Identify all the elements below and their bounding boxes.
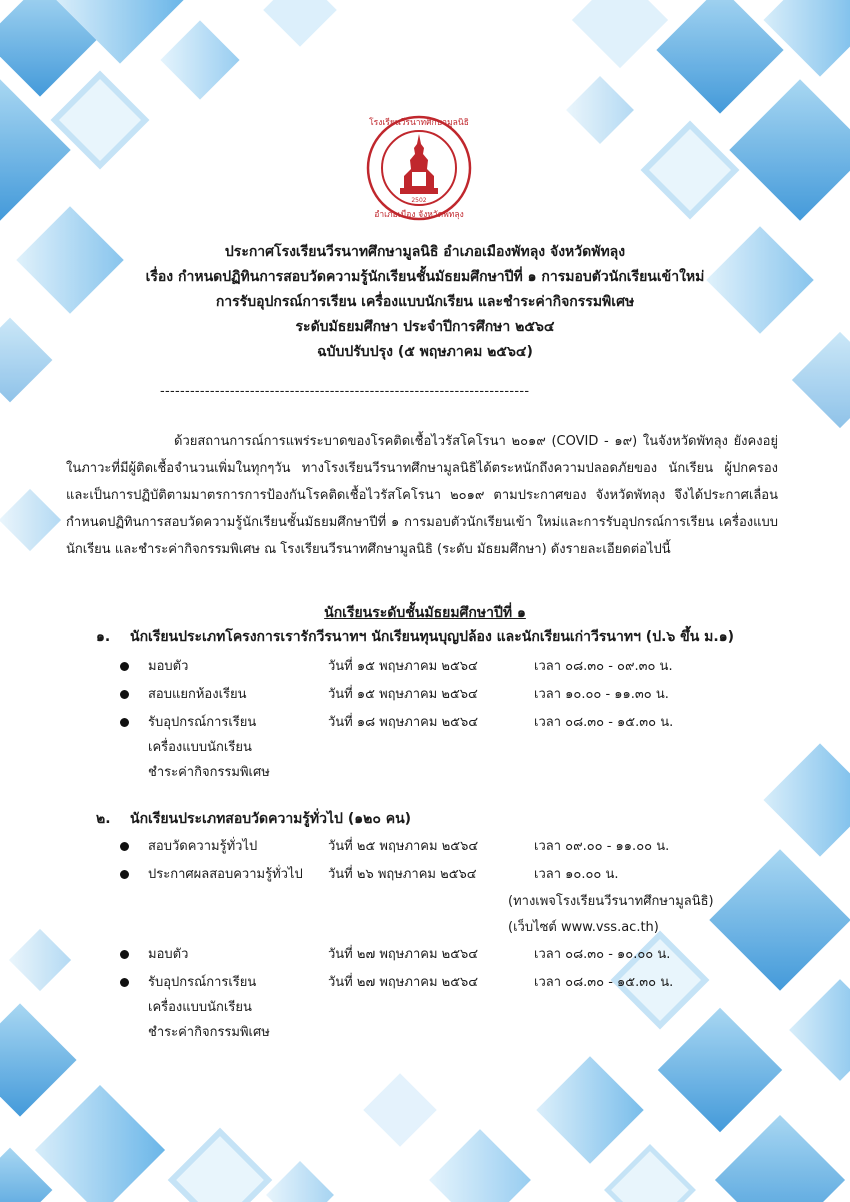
time: เวลา ๐๘.๓๐ - ๑๕.๓๐ น. (534, 715, 674, 730)
time: เวลา ๑๐.๐๐ น. (534, 867, 619, 882)
bullet-icon (120, 950, 129, 959)
date: วันที่ ๒๗ พฤษภาคม ๒๕๖๔ (328, 975, 479, 990)
school-seal-logo (354, 114, 484, 222)
date: วันที่ ๑๕ พฤษภาคม ๒๕๖๔ (328, 687, 478, 702)
bullet-icon (120, 978, 129, 987)
activity: มอบตัว (148, 659, 189, 674)
date: วันที่ ๒๖ พฤษภาคม ๒๕๖๔ (328, 867, 477, 882)
activity: รับอุปกรณ์การเรียน เครื่องแบบนักเรียน ชำระค่ากิจกรรมพิเศษ (148, 975, 270, 1040)
activity: สอบวัดความรู้ทั่วไป (148, 839, 258, 854)
heading-line-1: ประกาศโรงเรียนวีรนาทศึกษามูลนิธิ อำเภอเมืองพัทลุง จังหวัดพัทลุง (224, 244, 626, 260)
group-1-title (96, 626, 734, 648)
bullet-icon (120, 662, 129, 671)
announce-note-page: (ทางเพจโรงเรียนวีรนาทศึกษามูลนิธิ) (508, 894, 714, 909)
date: วันที่ ๑๕ พฤษภาคม ๒๕๖๔ (328, 659, 478, 674)
activity: ประกาศผลสอบความรู้ทั่วไป (148, 867, 303, 882)
divider-line: -------------------------------------------------------------------------- (160, 384, 530, 399)
time: เวลา ๑๐.๐๐ - ๑๑.๓๐ น. (534, 687, 669, 702)
group-1-number: ๑. (96, 629, 111, 645)
svg-text:โรงเรียนวีรนาทศึกษามูลนิธิ: โรงเรียนวีรนาทศึกษามูลนิธิ (369, 118, 469, 128)
bullet-icon (120, 870, 129, 879)
heading-line-3: การรับอุปกรณ์การเรียน เครื่องแบบนักเรียน และชำระค่ากิจกรรมพิเศษ (215, 294, 635, 310)
time: เวลา ๐๘.๓๐ - ๑๕.๓๐ น. (534, 975, 674, 990)
time: เวลา ๐๘.๓๐ - ๑๐.๐๐ น. (534, 947, 671, 962)
bullet-icon (120, 842, 129, 851)
group-1-title-text: นักเรียนประเภทโครงการเรารักวีรนาทฯ นักเรียนทุนบุญปล้อง และนักเรียนเก่าวีรนาทฯ (ป.๖ ขึ้น ม.๑) (130, 629, 735, 645)
time: เวลา ๐๘.๓๐ - ๐๙.๓๐ น. (534, 659, 673, 674)
date: วันที่ ๒๗ พฤษภาคม ๒๕๖๔ (328, 947, 479, 962)
activity: สอบแยกห้องเรียน (148, 687, 247, 702)
heading-line-4: ระดับมัธยมศึกษา ประจำปีการศึกษา ๒๕๖๔ (295, 319, 555, 335)
group-2-title-text: นักเรียนประเภทสอบวัดความรู้ทั่วไป (๑๒๐ คน) (130, 811, 412, 827)
date: วันที่ ๒๕ พฤษภาคม ๒๕๖๔ (328, 839, 479, 854)
announcement-heading (100, 240, 750, 365)
intro-paragraph: ด้วยสถานการณ์การแพร่ระบาดของโรคติดเชื้อไวรัสโคโรนา ๒๐๑๙ (COVID - ๑๙) ในจังหวัดพัทลุง ยังคงอยู่ในภาวะที่มีผู้ติดเชื้อจำนวนเพิ่มในทุกๆวัน ทางโรงเรียนวีรนาทศึกษามูลนิธิได้ตระหนักถึงความปลอดภัยของ นักเรียน ผู้ปกครอง และเป็นการปฏิบัติตามมาตรการการป้องกันโรคติดเชื้อไวรัสโคโรนา ๒๐๑๙ ตามประกาศของ จังหวัดพัทลุง จึงได้ประกาศเลื่อนกำหนดปฏิทินการสอบวัดความรู้นักเรียนชั้นมัธยมศึกษาปีที่ ๑ การมอบตัวนักเรียนเข้า ใหม่และการรับอุปกรณ์การเรียน เครื่องแบบนักเรียน และชำระค่ากิจกรรมพิเศษ ณ โรงเรียนวีรนาทศึกษามูลนิธิ (ระดับ มัธยมศึกษา) ดังรายละเอียดต่อไปนี้ (66, 434, 778, 557)
activity: รับอุปกรณ์การเรียน เครื่องแบบนักเรียน ชำระค่ากิจกรรมพิเศษ (148, 715, 270, 780)
activity: มอบตัว (148, 947, 189, 962)
time: เวลา ๐๙.๐๐ - ๑๑.๐๐ น. (534, 839, 670, 854)
announce-note-website: (เว็บไซต์ www.vss.ac.th) (508, 920, 659, 935)
bullet-icon (120, 690, 129, 699)
group-2-title (96, 808, 411, 830)
group-2-number: ๒. (96, 811, 111, 827)
svg-text:อำเภอเมือง จังหวัดพัทลุง: อำเภอเมือง จังหวัดพัทลุง (374, 210, 464, 220)
svg-text:2502: 2502 (411, 197, 427, 204)
date: วันที่ ๑๘ พฤษภาคม ๒๕๖๔ (328, 715, 479, 730)
bullet-icon (120, 718, 129, 727)
section-title: นักเรียนระดับชั้นมัธยมศึกษาปีที่ ๑ (324, 605, 526, 621)
heading-line-5: ฉบับปรับปรุง (๕ พฤษภาคม ๒๕๖๔) (317, 344, 533, 360)
heading-line-2: เรื่อง กำหนดปฏิทินการสอบวัดความรู้นักเรียนชั้นมัธยมศึกษาปีที่ ๑ การมอบตัวนักเรียนเข้าใหม่ (145, 269, 705, 285)
